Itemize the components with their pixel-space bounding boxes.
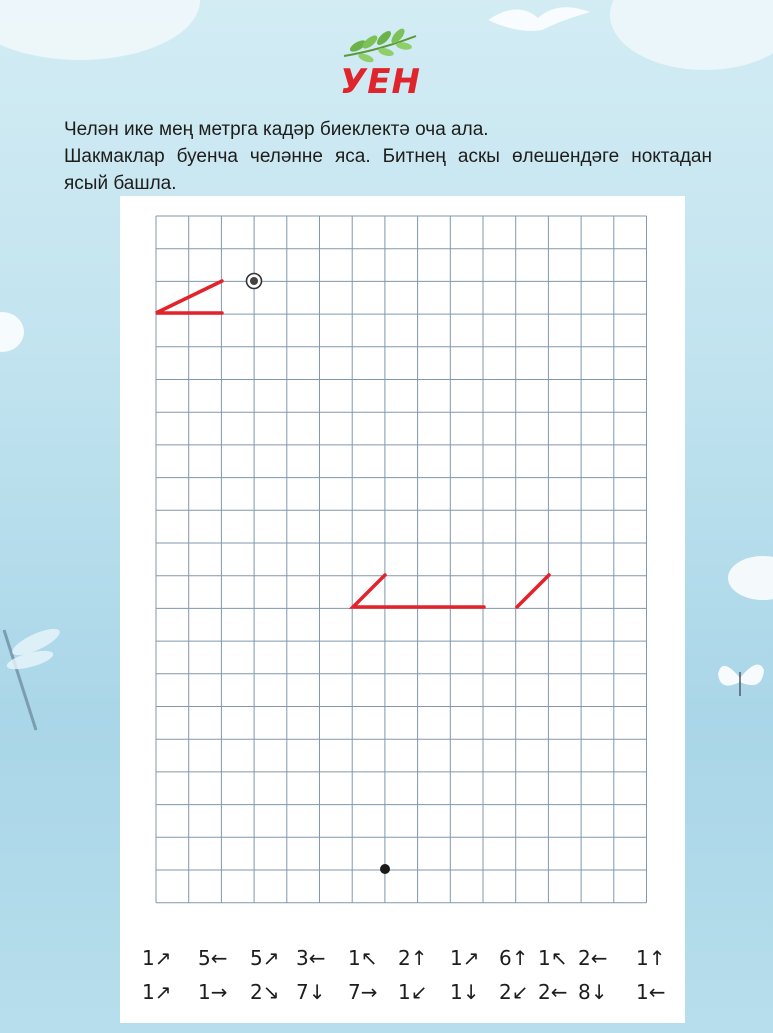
direction-code: 2↘: [250, 980, 280, 1004]
direction-code: 1↗: [142, 946, 172, 970]
direction-code: 1↓: [450, 980, 480, 1004]
dragonfly-illustration: [0, 620, 64, 740]
direction-code: 2↑: [398, 946, 428, 970]
hint-stroke-wing-right: [517, 575, 549, 607]
code-row-2: [120, 980, 685, 1014]
direction-code: 1↑: [636, 946, 666, 970]
grid-paper[interactable]: [120, 196, 685, 946]
direction-code: 1↗: [450, 946, 480, 970]
background-cloud: [0, 312, 24, 352]
direction-code: 8↓: [578, 980, 608, 1004]
direction-code: 1↖: [348, 946, 378, 970]
direction-code: 1←: [636, 980, 666, 1004]
direction-code: 6↑: [499, 946, 529, 970]
direction-code: 7→: [348, 980, 378, 1004]
direction-codes: [120, 946, 685, 1014]
butterfly-illustration: [712, 652, 768, 708]
header: [0, 0, 773, 110]
background-cloud: [728, 556, 773, 600]
direction-code: 3←: [296, 946, 326, 970]
direction-code: 5←: [198, 946, 228, 970]
logo-title: УЕН: [340, 62, 421, 102]
sample-dot: [247, 274, 262, 289]
game-logo: [330, 28, 430, 104]
direction-code: 1↙: [398, 980, 428, 1004]
instructions: [64, 116, 712, 197]
instruction-line-1: Челән ике мең метрга кадәр биеклектә оча ала.: [64, 119, 489, 140]
direction-code: 5↗: [250, 946, 280, 970]
direction-code: 1→: [198, 980, 228, 1004]
leaf-branch-icon: [340, 28, 420, 64]
direction-code: 1↖: [538, 946, 568, 970]
direction-code: 2←: [538, 980, 568, 1004]
direction-code: 2←: [578, 946, 608, 970]
direction-code: 2↙: [499, 980, 529, 1004]
grid-lines: [156, 216, 647, 903]
code-row-1: [120, 946, 685, 980]
start-point[interactable]: [380, 864, 390, 874]
direction-code: 1↗: [142, 980, 172, 1004]
direction-code: 7↓: [296, 980, 326, 1004]
instruction-line-2: Шакмаклар буенча челәнне яса. Битнең аскы өлешендәге ноктадан ясый башла.: [64, 146, 712, 194]
drawing-sheet: [120, 196, 685, 1023]
hint-stroke-wing-left: [353, 575, 484, 607]
